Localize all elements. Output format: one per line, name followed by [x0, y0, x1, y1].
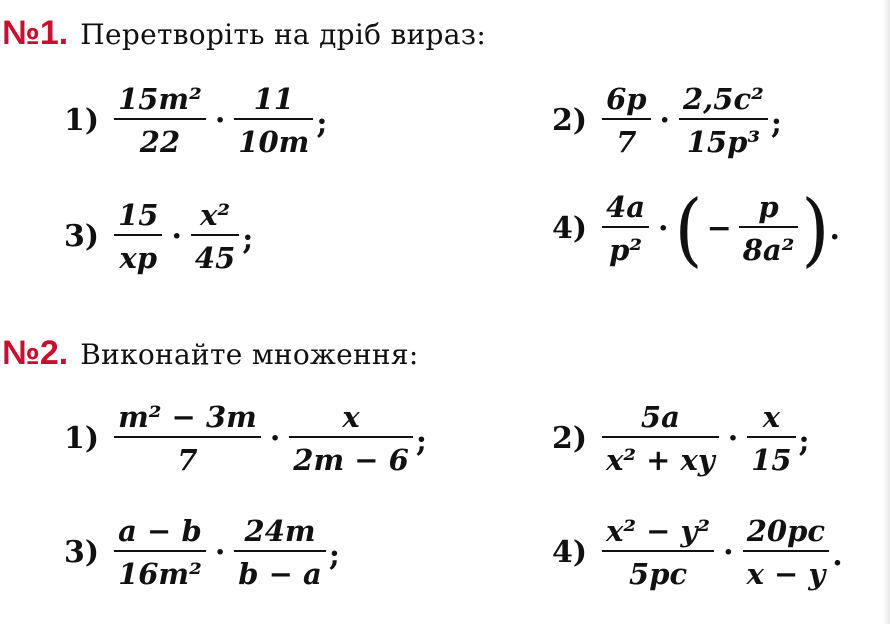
fraction — [602, 398, 719, 479]
task-label: 1) — [64, 421, 100, 456]
numerator: m² − 3m — [118, 400, 257, 434]
task-label: 2) — [552, 103, 588, 138]
numerator: 6p — [606, 82, 647, 116]
numerator: 24m — [244, 514, 316, 548]
numerator: x — [342, 400, 360, 434]
fraction — [743, 512, 830, 593]
task-2-4 — [552, 512, 843, 593]
task-label: 1) — [64, 103, 100, 138]
task-2-3 — [64, 512, 340, 593]
numerator: x² — [200, 198, 231, 232]
multiply-operator: · — [214, 103, 226, 138]
numerator: 4a — [606, 190, 646, 224]
task-1-1 — [64, 80, 327, 161]
section-2-title: Виконайте множення: — [80, 338, 419, 371]
section-1-title: Перетворіть на дріб вираз: — [80, 18, 487, 51]
task-end-punct: ; — [415, 424, 427, 459]
task-label: 2) — [552, 421, 588, 456]
fraction — [602, 80, 650, 161]
fraction — [234, 512, 326, 593]
numerator: p — [758, 190, 779, 224]
numerator: 20pc — [746, 514, 826, 548]
numerator: 2,5c² — [683, 82, 764, 116]
fraction — [289, 398, 413, 479]
task-end-punct: . — [832, 538, 843, 573]
denominator: 15p³ — [686, 125, 761, 159]
numerator: 5a — [640, 400, 680, 434]
denominator: b − a — [238, 557, 322, 591]
denominator: 5pc — [629, 557, 688, 591]
fraction — [602, 188, 649, 269]
denominator: 7 — [616, 125, 637, 159]
task-end-punct: ; — [242, 222, 254, 257]
numerator: 15 — [118, 198, 159, 232]
fraction — [602, 512, 714, 593]
task-end-punct: ; — [770, 106, 782, 141]
denominator: x − y — [746, 557, 826, 591]
section-1-heading — [2, 14, 486, 53]
task-label: 4) — [552, 535, 588, 570]
numerator: 11 — [253, 82, 294, 116]
task-2-2 — [552, 398, 810, 479]
denominator: 45 — [194, 241, 236, 275]
task-end-punct: ; — [328, 538, 340, 573]
task-2-1 — [64, 398, 427, 479]
fraction — [114, 196, 162, 277]
close-paren: ) — [801, 182, 830, 275]
fraction — [114, 80, 206, 161]
task-label: 4) — [552, 211, 588, 246]
denominator: 7 — [177, 443, 198, 477]
fraction — [747, 398, 795, 479]
multiply-operator: · — [171, 219, 182, 254]
open-paren: ( — [674, 182, 703, 275]
denominator: 2m − 6 — [293, 443, 409, 477]
multiply-operator: · — [214, 535, 226, 570]
task-label: 3) — [64, 219, 100, 254]
task-1-2 — [552, 80, 782, 161]
task-label: 3) — [64, 535, 100, 570]
denominator: 8a² — [742, 233, 795, 267]
fraction — [114, 512, 206, 593]
denominator: 16m² — [118, 557, 202, 591]
page-edge-shadow — [882, 0, 890, 624]
task-1-3 — [64, 196, 253, 277]
denominator: 22 — [139, 125, 181, 159]
numerator: 15m² — [118, 82, 202, 116]
fraction — [191, 196, 239, 277]
fraction — [679, 80, 768, 161]
task-end-punct: ; — [798, 424, 810, 459]
numerator: x² − y² — [606, 514, 711, 548]
section-2-heading — [2, 334, 419, 373]
task-end-punct: . — [829, 212, 840, 247]
denominator: 15 — [751, 443, 792, 477]
multiply-operator: · — [659, 103, 670, 138]
fraction — [234, 80, 313, 161]
fraction — [739, 188, 799, 269]
numerator: a − b — [118, 514, 202, 548]
task-1-4 — [552, 182, 840, 275]
multiply-operator: · — [658, 211, 669, 246]
multiply-operator: · — [269, 421, 281, 456]
numerator: x — [762, 400, 780, 434]
denominator: p² — [609, 233, 643, 267]
multiply-operator: · — [723, 535, 734, 570]
denominator: x² + xy — [606, 443, 715, 477]
section-2-number: №2. — [2, 334, 69, 372]
fraction — [114, 398, 261, 479]
denominator: 10m — [238, 125, 310, 159]
multiply-operator: · — [727, 421, 739, 456]
minus-sign: − — [706, 211, 732, 246]
denominator: xp — [119, 241, 158, 275]
task-end-punct: ; — [316, 106, 328, 141]
section-1-number: №1. — [2, 14, 69, 52]
